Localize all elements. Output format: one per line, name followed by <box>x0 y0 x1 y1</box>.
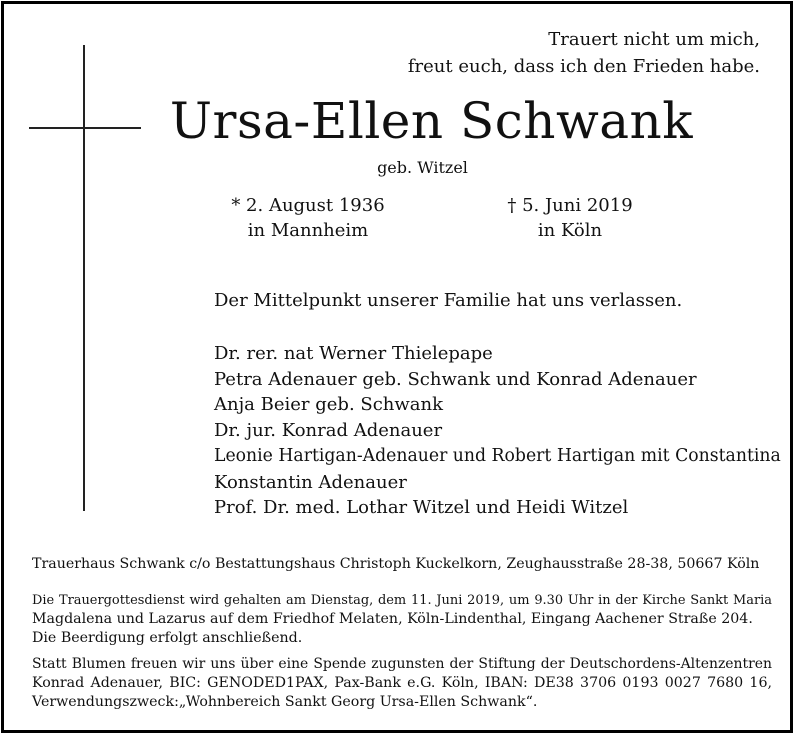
service-line-3: Die Beerdigung erfolgt anschließend. <box>32 630 303 646</box>
mourner-item: Prof. Dr. med. Lothar Witzel und Heidi Witzel <box>214 497 629 519</box>
birth-date: * 2. August 1936 <box>231 195 385 216</box>
mourning-house-address: Trauerhaus Schwank c/o Bestattungshaus Christoph Kuckelkorn, Zeughausstraße 28-38, 50667 Köln <box>32 556 760 572</box>
mourner-item: Konstantin Adenauer <box>214 471 407 493</box>
birth-place: in Mannheim <box>247 220 369 241</box>
donation-line-3: Verwendungszweck:„Wohnbereich Sankt Georg Ursa-Ellen Schwank“. <box>32 694 538 710</box>
service-line-1: Die Trauergottesdienst wird gehalten am Dienstag, dem 11. Juni 2019, um 9.30 Uhr in der Kirche Sankt Maria <box>32 593 772 608</box>
mourner-item: Anja Beier geb. Schwank <box>214 394 444 416</box>
mourners-list <box>214 341 781 521</box>
mourner-item: Dr. rer. nat Werner Thielepape <box>214 343 493 364</box>
maiden-name: geb. Witzel <box>377 158 468 177</box>
mourner-item: Leonie Hartigan-Adenauer und Robert Hartigan mit Constantina <box>214 445 781 466</box>
birth-info <box>218 193 398 243</box>
motto-quote <box>408 26 760 80</box>
tagline: Der Mittelpunkt unserer Familie hat uns verlassen. <box>214 290 683 311</box>
death-date: † 5. Juni 2019 <box>507 195 633 216</box>
mourner-item: Dr. jur. Konrad Adenauer <box>214 420 443 442</box>
death-info <box>480 193 660 243</box>
death-place: in Köln <box>537 220 603 241</box>
service-line-2: Magdalena und Lazarus auf dem Friedhof Melaten, Köln-Lindenthal, Eingang Aachener Straße 204. <box>32 611 753 627</box>
mourner-item: Petra Adenauer geb. Schwank und Konrad Adenauer <box>214 368 697 390</box>
motto-line-2: freut euch, dass ich den Frieden habe. <box>407 56 760 77</box>
motto-line-1: Trauert nicht um mich, <box>548 29 760 50</box>
deceased-name: Ursa-Ellen Schwank <box>169 92 694 150</box>
donation-info <box>32 655 772 712</box>
donation-line-1: Statt Blumen freuen wir uns über eine Spende zugunsten der Stiftung der Deutschordens-Altenzentren <box>32 656 772 672</box>
donation-line-2: Konrad Adenauer, BIC: GENODED1PAX, Pax-Bank e.G. Köln, IBAN: DE38 3706 0193 0027 7680 16, <box>32 675 772 691</box>
service-info <box>32 591 772 648</box>
